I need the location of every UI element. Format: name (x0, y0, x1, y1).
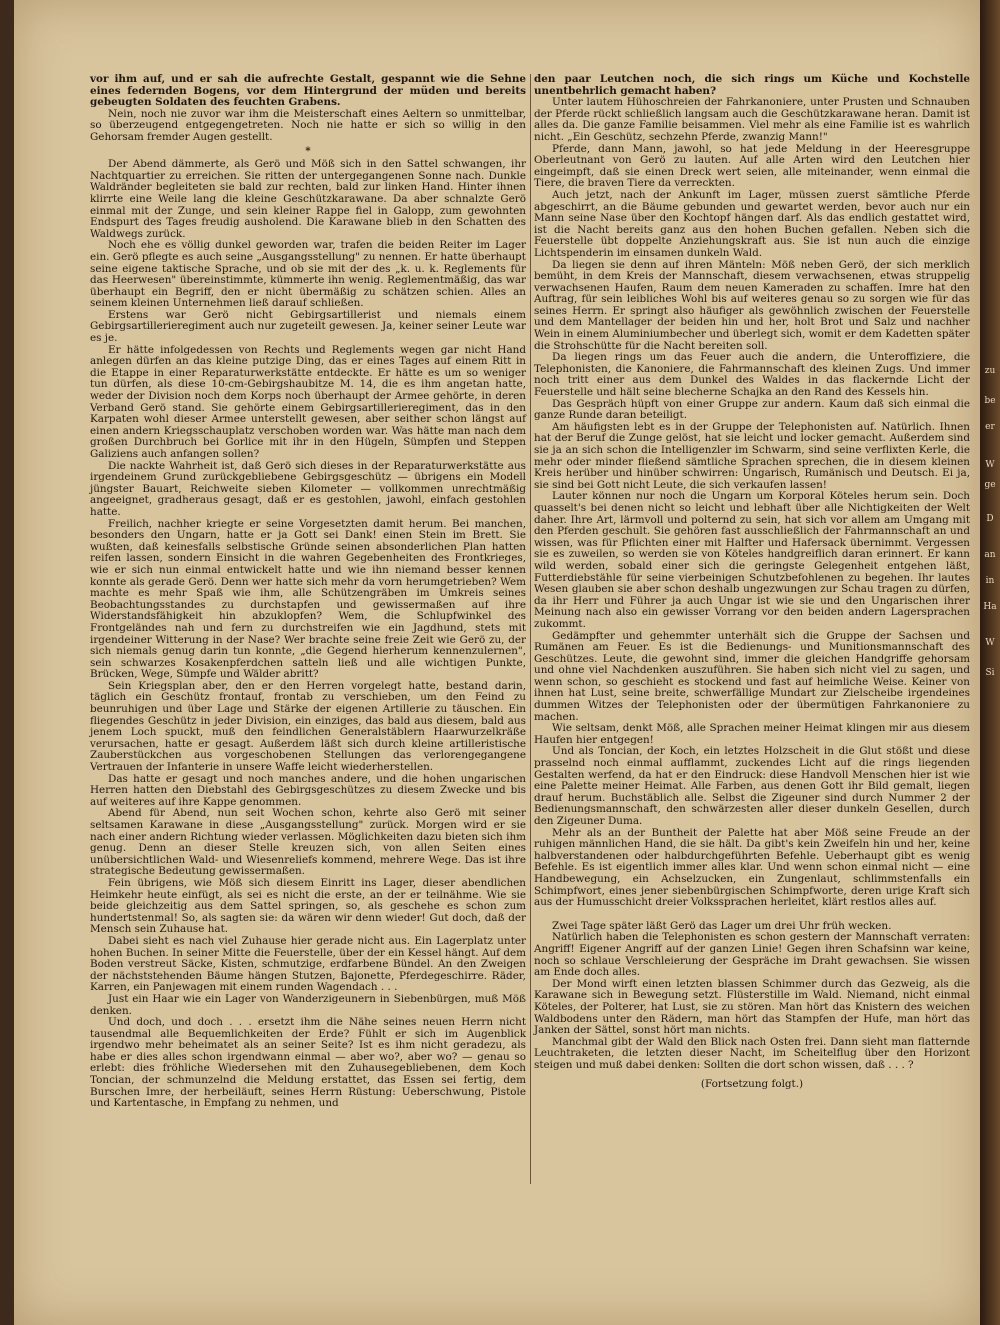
margin-fragment: an (984, 550, 996, 560)
paragraph: Und als Toncian, der Koch, ein letztes Holzscheit in die Glut stößt und diese prasselnd noch einmal aufflammt, zuckendes Licht auf die rings liegenden Gestalten werfend, da hat er den Eindruck: diese Handvoll Menschen hier ist wie eine Palette meiner Heimat. Alle Farben, aus denen Gott ihr Bild gemalt, liegen drauf herum. Buchstäblich alle. Selbst die Zigeuner sind durch Nummer 2 der Bedienungsmannschaft, den schwärzesten aller dieser dunkeln Gesellen, durch den Zigeuner Duma. (534, 745, 970, 827)
paragraph: Das hatte er gesagt und noch manches andere, und die hohen ungarischen Herren hatten den Diebstahl des Gebirgsgeschützes zu diesem Zwecke und bis auf weiteres auf ihre Kappe genommen. (90, 772, 526, 808)
paragraph: Pferde, dann Mann, jawohl, so hat jede Meldung in der Heeresgruppe Oberleutnant von Gerö zu lauten. Auf alle Arten wird den Leutchen hier eingeimpft, daß sie einen Dreck wert seien, alle miteinander, wenn einmal die Tiere, die braven Tiere da verreckten. (534, 142, 970, 190)
margin-fragment: Si (985, 668, 995, 678)
margin-fragment: Ha (983, 602, 997, 612)
margin-fragment: W (985, 638, 995, 648)
paragraph: Da liegen sie denn auf ihren Mänteln: Möß neben Gerö, der sich merklich bemüht, in dem Kreis der Mannschaft, diesem verwachsenen, etwas struppelig verwachsenen Haufen, Raum dem neuen Kameraden zu schaffen. Imre hat den Auftrag, für sein leibliches Wohl bis auf weiteres genau so zu sorgen wie für das seines Herrn. Er springt also häufiger als gewöhnlich zwischen der Feuerstelle und dem Mantellager der beiden hin und her, holt Brot und Salz und nachher Wein in einem Aluminiumbecher und überlegt sich, womit er dem Kadetten später die Strohschütte für die Nacht bereiten soll. (534, 258, 970, 352)
paragraph: Just ein Haar wie ein Lager von Wanderzigeunern in Siebenbürgen, muß Möß denken. (90, 992, 526, 1017)
newspaper-page (14, 0, 980, 1325)
paragraph: Zwei Tage später läßt Gerö das Lager um drei Uhr früh wecken. (552, 919, 892, 932)
section-separator: * (305, 144, 311, 157)
paragraph: Nein, noch nie zuvor war ihm die Meisterschaft eines Aeltern so unmittelbar, so überzeugend entgegengetreten. Noch nie hatte er sich so willig in den Gehorsam fremder Augen gestellt. (90, 107, 526, 143)
paragraph: Fein übrigens, wie Möß sich diesem Einritt ins Lager, dieser abendlichen Heimkehr heute einfügt, als sei es nicht die erste, an der er teilnähme. Wie sie beide gleichzeitig aus dem Sattel springen, so, als geschehe es schon zum hundertstenmal! So, als sagten sie: da wären wir denn wieder! Gut doch, daß der Mensch sein Zuhause hat. (90, 876, 526, 936)
left-text-column (90, 74, 526, 1110)
paragraph: Gedämpfter und gehemmter unterhält sich die Gruppe der Sachsen und Rumänen am Feuer. Es ist die Bedienungs- und Munitionsmannschaft des Geschützes. Leute, die gewohnt sind, immer die gleichen Handgriffe gehorsam und ohne viel Nachdenken auszuführen. Sie haben sich nicht viel zu sagen, und wenn schon, so geschieht es stockend und fast auf heimliche Weise. Keiner von ihnen hat Lust, seine breite, schwerfällige Mundart zur Zielscheibe irgendeines dummen Witzes der Telephonisten oder der übermütigen Fahrkanoniere zu machen. (534, 629, 970, 723)
margin-fragment: be (984, 396, 996, 406)
paragraph: Noch ehe es völlig dunkel geworden war, trafen die beiden Reiter im Lager ein. Gerö pflegte es auch seine „Ausgangsstellung" zu nennen. Er hatte überhaupt seine eigene taktische Sprache, und ob sie mit der des „k. u. k. Reglements für das Heerwesen" übereinstimmte, kümmerte ihn wenig. Reglementmäßig, das war überhaupt ein Begriff, den er nicht übermäßig zu schätzen schien. Alles an seinem kleinen Unternehmen ließ darauf schließen. (90, 239, 526, 310)
paragraph: Da liegen rings um das Feuer auch die andern, die Unteroffiziere, die Telephonisten, die Kanoniere, die Fahrmannschaft des kleinen Zugs. Und immer noch tritt einer aus dem Dunkel des Waldes in das flackernde Licht der Feuerstelle und hält seine blecherne Schajka an den Rand des Kessels hin. (534, 351, 970, 399)
paragraph: Mehr als an der Buntheit der Palette hat aber Möß seine Freude an der ruhigen männlichen Hand, die sie hält. Da gibt's kein Zweifeln hin und her, keine halbverstandenen oder halbdurchgeführten Befehle. Ueberhaupt gibt es wenig Befehle. Es ist eigentlich immer alles klar. Und wenn schon einmal nicht — eine Handbewegung, ein Achselzucken, ein Zungenlaut, schlimmstenfalls ein Schimpfwort, eines jener siebenbürgischen Schimpfworte, deren urige Kraft sich aus der Humusschicht dreier Volkssprachen herleitet, klärt restlos alles auf. (534, 826, 970, 909)
paragraph: vor ihm auf, und er sah die aufrechte Gestalt, gespannt wie die Sehne eines federnden Bogens, vor dem Hintergrund der müden und bereits gebeugten Soldaten des feuchten Grabens. (90, 73, 526, 109)
margin-fragment: in (985, 576, 995, 586)
paragraph: Manchmal gibt der Wald den Blick nach Osten frei. Dann sieht man flatternde Leuchtraketen, die letzten dieser Nacht, im Scheitelflug über den Horizont steigen und muß dabei denken: Sollten die dort schon wissen, daß . . . ? (534, 1035, 970, 1071)
margin-fragment: er (985, 422, 995, 432)
paragraph: Lauter können nur noch die Ungarn um Korporal Köteles herum sein. Doch quasselt's bei denen nicht so leicht und lebhaft über alle Nichtigkeiten der Welt daher. Ihre Art, lärmvoll und polternd zu sein, hat sich vor allem am Umgang mit den Pferden geschult. Sie gehören fast ausschließlich der Fahrmannschaft an und wissen, was für Pflichten einer mit Halfter und Hafersack übernimmt. Vergessen sie es zuweilen, so werden sie von Köteles handgreiflich daran erinnert. Er kann wild werden, sobald einer sich die geringste Gelegenheit entgehen läßt, Futterdiebstähle für seine vierbeinigen Schutzbefohlenen zu begehen. Ihr lautes Wesen glauben sie aber schon deshalb ungezwungen zur Schau tragen zu dürfen, da ihr Herr und Führer ja auch Ungar ist wie sie und den Ungarischen ihrer Meinung nach also ein gewisser Vorrang vor den beiden andern Lagersprachen zukommt. (534, 490, 970, 630)
paragraph: Der Mond wirft einen letzten blassen Schimmer durch das Gezweig, als die Karawane sich in Bewegung setzt. Flüsterstille im Wald. Niemand, nicht einmal Köteles, der Polterer, hat Lust, sie zu stören. Man hört das Knistern des weichen Waldbodens unter den Rädern, man hört das Stampfen der Hufe, man hört das Janken der Sättel, sonst hört man nichts. (534, 977, 970, 1037)
paragraph: Freilich, nachher kriegte er seine Vorgesetzten damit herum. Bei manchen, besonders den Ungarn, hatte er ja Gott sei Dank! einen Stein im Brett. Sie wußten, daß keinesfalls selbstische Gründe seinen absonderlichen Plan hatten reifen lassen, sondern Einsicht in die wahren Gegebenheiten des Frontkrieges, wie er sich nun einmal entwickelt hatte und wie ihn niemand besser kennen konnte als gerade Gerö. Denn wer hatte sich mehr da vorn herumgetrieben? Wem machte es mehr Spaß wie ihm, alle Schützengräben im Umkreis seines Beobachtungsstandes zu durchstapfen und gewissermaßen auf ihre Widerstandsfähigkeit hin abzuklopfen? Wem, die Schlupfwinkel des Frontgeländes nah und fern zu durchstreifen wie ein Jagdhund, stets mit irgendeiner Witterung in der Nase? Wer brachte seine freie Zeit wie Gerö zu, der sich niemals genug darin tun konnte, „die Gegend hierherum kennenzulernen", sein schwarzes Kosakenpferdchen satteln ließ und alle wichtigen Punkte, Brücken, Wege, Sümpfe und Wälder abritt? (90, 517, 526, 681)
paragraph: Und doch, und doch . . . ersetzt ihm die Nähe seines neuen Herrn nicht tausendmal alle Bequemlichkeiten der Erde? Fühlt er sich im Augenblick irgendwo mehr beheimatet als an seiner Seite? Ist es ihm nicht geradezu, als habe er dies alles schon irgendwann einmal — aber wo?, aber wo? — genau so erlebt: dies fröhliche Wiedersehen mit den Zuhausegebliebenen, dem Koch Toncian, der schmunzelnd die Meldung erstattet, das Essen sei fertig, dem Burschen Imre, der herbeiläuft, seines Herrn Rüstung: Ueberschwung, Pistole und Kartentasche, in Empfang zu nehmen, und (90, 1016, 526, 1110)
right-text-column (534, 74, 970, 1091)
margin-fragment: zu (984, 366, 996, 376)
paragraph: Unter lautem Hühoschreien der Fahrkanoniere, unter Prusten und Schnauben der Pferde rückt schließlich langsam auch die Geschützkarawane heran. Damit ist alles da. Die ganze Familie beisammen. Viel mehr als eine Familie ist es wahrlich nicht. „Ein Geschütz, sechzehn Pferde, zwanzig Mann!" (534, 96, 970, 143)
margin-fragment: W (985, 460, 995, 470)
margin-fragment: D (986, 514, 994, 524)
paragraph: Sein Kriegsplan aber, den er den Herren vorgelegt hatte, bestand darin, täglich ein Geschütz frontauf, frontab zu verschieben, um den Feind zu beunruhigen und über Lage und Stärke der eigenen Artillerie zu täuschen. Ein fliegendes Geschütz in jeder Division, ein einziges, das bald aus diesem, bald aus jenem Loch spuckt, muß den feindlichen Generalstäblern Haarwurzelkräße verursachen, hatte er gesagt. Außerdem läßt sich durch kleine artilleristische Zauberstückchen aus vorgeschobenen Stellungen das verlorengegangene Vertrauen der Infanterie in unsere Waffe leicht wiederherstellen. (90, 679, 526, 774)
paragraph: den paar Leutchen noch, die sich rings um Küche und Kochstelle unentbehrlich gemacht haben? (534, 73, 970, 97)
paragraph: Abend für Abend, nun seit Wochen schon, kehrte also Gerö mit seiner seltsamen Karawane in diese „Ausgangsstellung" zurück. Morgen wird er sie nach einer andern Richtung wieder verlassen. Möglichkeiten dazu bieten sich ihm genug. Denn an dieser Stelle kreuzen sich, von allen Seiten eines unübersichtlichen Wald- und Wiesenreliefs kommend, mehrere Wege. Das ist ihre strategische Bedeutung gewissermaßen. (90, 807, 526, 878)
margin-fragment: ge (984, 480, 996, 490)
paragraph: Wie seltsam, denkt Möß, alle Sprachen meiner Heimat klingen mir aus diesem Haufen hier entgegen! (534, 722, 970, 746)
paragraph: Auch jetzt, nach der Ankunft im Lager, müssen zuerst sämtliche Pferde abgeschirrt, an die Bäume gebunden und gewartet werden, bevor auch nur ein Mann seine Nase über den Kochtopf hängen darf. Als das endlich gestattet wird, ist die Nacht bereits ganz aus den hohen Buchen gefallen. Neben sich die Feuerstelle übt doppelte Anziehungskraft aus. Sie ist nun auch die einzige Lichtspenderin im einsamen dunkeln Wald. (534, 188, 970, 259)
paragraph: Die nackte Wahrheit ist, daß Gerö sich dieses in der Reparaturwerkstätte aus irgendeinem Grund zurückgebliebene Gebirgsgeschütz — übrigens ein Modell jüngster Bauart, Reichweite sieben Kilometer — vollkommen unrechtmäßig angeeignet, gradheraus gesagt, daß er es gestohlen, jawohl, einfach gestohlen hatte. (90, 459, 526, 518)
paragraph: Dabei sieht es nach viel Zuhause hier gerade nicht aus. Ein Lagerplatz unter hohen Buchen. In seiner Mitte die Feuerstelle, über der ein Kessel hängt. Auf dem Boden verstreut Säcke, Kisten, schmutzige, erdfarbene Bündel. An den Zweigen der nächststehenden Bäume hängen Stutzen, Bajonette, Pferdegeschirre. Räder, Karren, ein Panjewagen mit einem runden Wagendach . . . (90, 934, 526, 994)
paragraph: Der Abend dämmerte, als Gerö und Möß sich in den Sattel schwangen, ihr Nachtquartier zu erreichen. Sie ritten der untergegangenen Sonne nach. Dunkle Waldränder begleiteten sie bald zur rechten, bald zur linken Hand. Hinter ihnen klirrte eine Weile lang die kleine Geschützkarawane. Da aber schnalzte Gerö einmal mit der Zunge, und sein kleiner Rappe fiel in Galopp, zum gewohnten Endspurt des Tages freudig ausholend. Die Karawane blieb in den Schatten des Waldwegs zurück. (90, 158, 526, 240)
paragraph: Am häufigsten lebt es in der Gruppe der Telephonisten auf. Natürlich. Ihnen hat der Beruf die Zunge gelöst, hat sie leicht und locker gemacht. Außerdem sind sie ja an sich schon die Intelligenzler im Schwarm, sind seine verflixten Kerle, die mehr oder minder fließend sämtliche Sprachen sprechen, die in diesem kleinen Kreis herüber und hinüber schwirren: Ungarisch, Rumänisch und Deutsch. Ei ja, sie sind bei Gott nicht Leute, die sich verkaufen lassen! (534, 420, 970, 491)
continuation-note: (Fortsetzung folgt.) (700, 1078, 804, 1091)
paragraph: Er hätte infolgedessen von Rechts und Reglements wegen gar nicht Hand anlegen dürfen an das kleine putzige Ding, das er eines Tages auf einem Ritt in die Etappe in einer Reparaturwerkstätte entdeckte. Er hätte es um so weniger tun dürfen, als diese 10-cm-Gebirgshaubitze M. 14, die es ihm angetan hatte, weder der Division noch dem Korps noch überhaupt der Armee gehörte, in deren Verband Gerö stand. Sie gehörte einem Gebirgsartillerieregiment, das in den Karpaten wohl dieser Armee unterstellt gewesen, aber seither schon längst auf einen andern Kriegsschauplatz verschoben worden war. Was hätte man nach dem großen Durchbruch bei Gorlice mit ihr in den Hügeln, Sümpfen und Steppen Galiziens auch anfangen sollen? (90, 343, 526, 460)
column-divider (530, 74, 531, 1184)
paragraph: Natürlich haben die Telephonisten es schon gestern der Mannschaft verraten: Angriff! Eigener Angriff auf der ganzen Linie! Gegen ihren Schafsinn war keine, noch so schlaue Verschleierung der Gespräche im Draht gewachsen. Sie wissen am Ende doch alles. (534, 931, 970, 979)
paragraph: Erstens war Gerö nicht Gebirgsartillerist und niemals einem Gebirgsartillerieregiment auch nur zugeteilt gewesen. Ja, keiner seiner Leute war es je. (90, 308, 526, 345)
binding-edge (980, 0, 1000, 1325)
paragraph: Das Gespräch hüpft von einer Gruppe zur andern. Kaum daß sich einmal die ganze Runde daran beteiligt. (534, 397, 970, 422)
